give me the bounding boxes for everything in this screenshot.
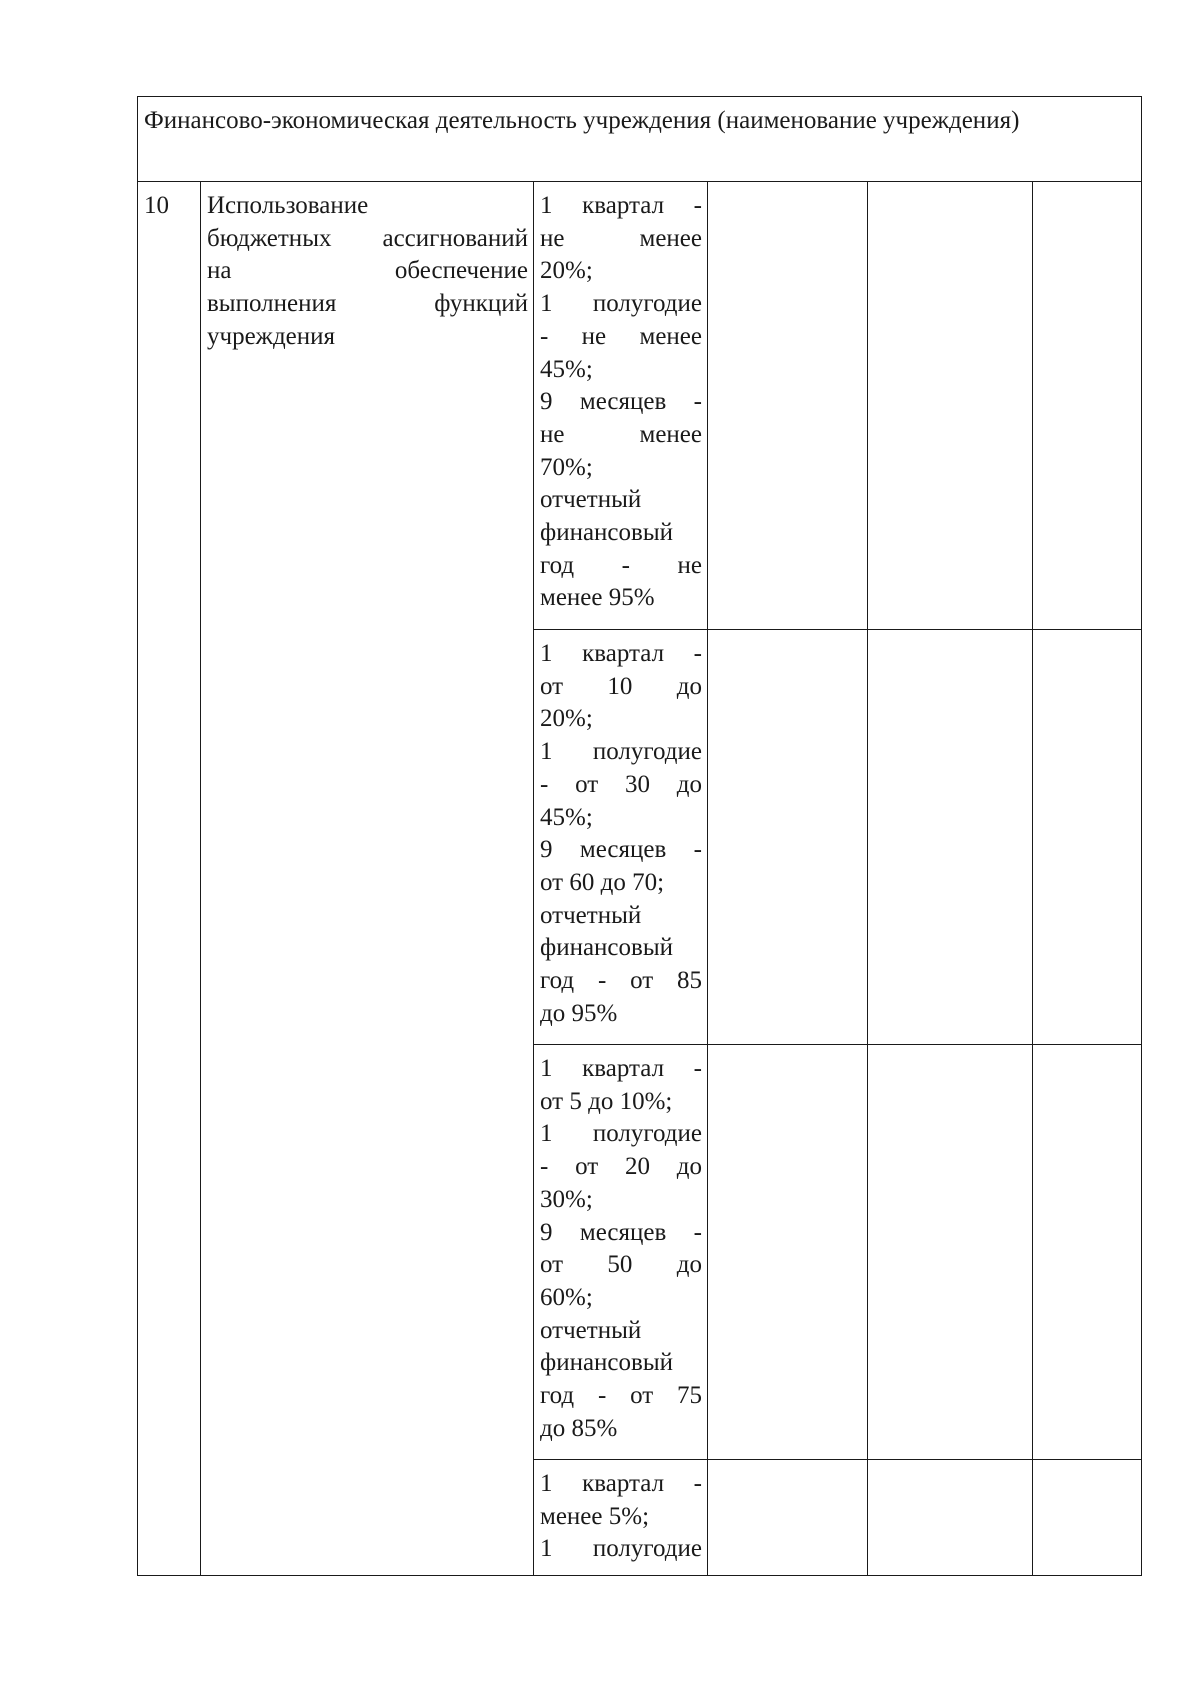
criterion-line: не менее [540,224,702,252]
section-title: Финансово-экономическая деятельность учреждения (наименование учреждения) [144,107,1020,134]
criterion-line: отчетный [540,1316,642,1344]
table-row [138,182,1142,630]
criterion-line: 70%; [540,453,593,481]
criterion-line: 60%; [540,1283,593,1311]
criterion-line: от 10 до [540,672,702,700]
criterion-line: 20%; [540,705,593,733]
criterion-line: от 60 до 70; [540,868,665,896]
row-number: 10 [144,192,169,219]
criterion-line: менее 95% [540,584,655,612]
criterion-line: 30%; [540,1185,593,1213]
criterion-line: отчетный [540,486,642,514]
criterion-line: год - от 85 [540,967,702,995]
criterion-line: 1 полугодие [540,738,702,766]
criterion-line: финансовый [540,934,674,962]
indicator-name-cell [201,182,534,1576]
value-cell [708,1460,868,1576]
value-cell [868,182,1033,630]
row-number-cell [138,182,201,1576]
criterion-line: - от 20 до [540,1153,702,1181]
indicator-name-line: Использование [207,192,369,219]
criterion-line: 1 полугодие [540,1535,702,1563]
criteria-table [137,96,1142,1576]
criterion-line: 1 квартал - [540,1470,702,1497]
criterion-line: до 85% [540,1414,618,1442]
indicator-name-line: бюджетных ассигнований [207,224,528,252]
value-cell [708,1045,868,1460]
criterion-line: 1 квартал - [540,640,702,667]
criterion-line: 1 квартал - [540,1055,702,1082]
criterion-line: 9 месяцев - [540,1218,702,1246]
criterion-line: год - от 75 [540,1382,702,1410]
value-cell [708,630,868,1045]
criterion-line: 45%; [540,803,593,831]
section-header-cell [138,97,1142,182]
criterion-line: финансовый [540,519,674,547]
criterion-line: не менее [540,420,702,448]
criterion-line: 9 месяцев - [540,836,702,864]
value-cell [708,182,868,630]
criterion-line: 20%; [540,257,593,285]
criterion-line: менее 5%; [540,1502,650,1530]
criterion-line: от 50 до [540,1251,702,1279]
criterion-cell [534,630,708,1045]
value-cell [868,1460,1033,1576]
criterion-line: год - не [540,551,702,579]
section-header-row [138,97,1142,182]
criterion-line: финансовый [540,1349,674,1377]
value-cell [868,1045,1033,1460]
value-cell [1033,1045,1142,1460]
criterion-line: 1 полугодие [540,1120,702,1148]
criterion-line: отчетный [540,901,642,929]
indicator-name-line: на обеспечение [207,257,528,285]
value-cell [1033,630,1142,1045]
value-cell [868,630,1033,1045]
criterion-line: 1 полугодие [540,290,702,318]
criterion-cell [534,182,708,630]
criterion-line: - от 30 до [540,770,702,798]
criterion-line: 9 месяцев - [540,388,702,416]
value-cell [1033,182,1142,630]
criterion-line: от 5 до 10%; [540,1087,673,1115]
indicator-name-line: выполнения функций [207,290,528,318]
criterion-line: до 95% [540,999,618,1027]
criterion-line: 45%; [540,355,593,383]
value-cell [1033,1460,1142,1576]
criterion-line: 1 квартал - [540,192,702,219]
criterion-cell [534,1460,708,1576]
criterion-line: - не менее [540,322,702,350]
indicator-name-line: учреждения [207,322,336,350]
criterion-cell [534,1045,708,1460]
